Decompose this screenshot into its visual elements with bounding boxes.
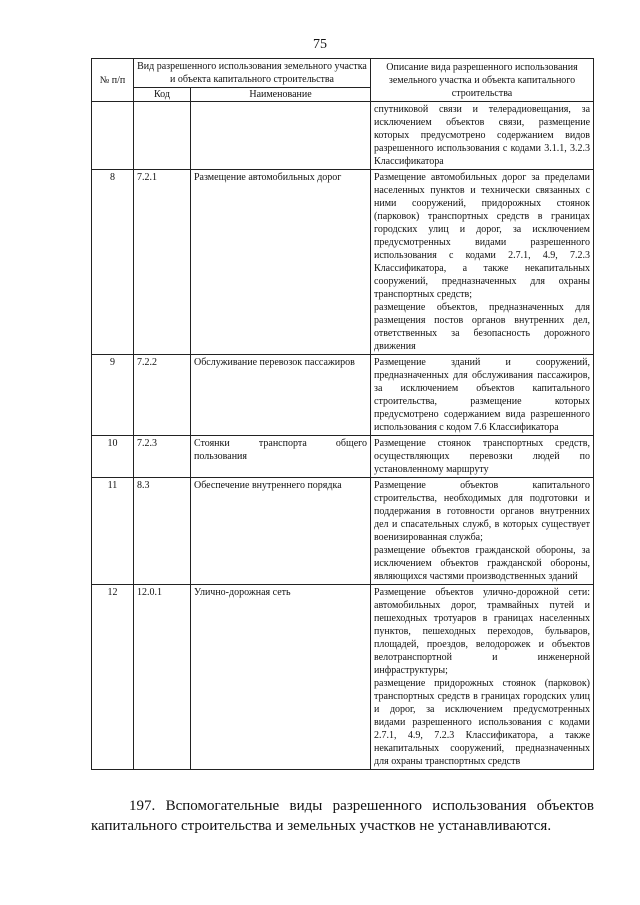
table-header-row: [92, 59, 594, 88]
header-desc: Описание вида разрешенного использования земельного участка и объекта капитального строительства: [371, 59, 594, 102]
row-code: 8.3: [134, 478, 191, 585]
table-row: [92, 170, 594, 355]
row-num: 10: [92, 436, 134, 478]
header-code: Код: [134, 88, 191, 102]
row-desc: Размещение объектов улично-дорожной сети: автомобильных дорог, трамвайных путей и пешеходных тротуаров в границах населенных пунктов, пешеходных переходов, бульваров, площадей, проездов, велодорожек и объектов велотранспортной и инженерной инфраструктуры; размещение придорожных стоянок (парковок) транспортных средств в границах городских улиц и дорог, за исключением предусмотренных видами разрешенного использования с кодами 2.7.1, 4.9, 7.2.3 Классификатора, а также некапитальных сооружений, предназначенных для охраны транспортных средств: [371, 585, 594, 770]
row-num: 8: [92, 170, 134, 355]
row-num: 12: [92, 585, 134, 770]
land-use-table: [91, 58, 594, 770]
row-name: Стоянки транспорта общего пользования: [191, 436, 371, 478]
row-name: [191, 102, 371, 170]
closing-paragraph: 197. Вспомогательные виды разрешенного использования объектов капитального строительства и земельных участков не устанавливаются.: [91, 798, 594, 834]
row-code: 7.2.3: [134, 436, 191, 478]
row-code: 7.2.2: [134, 355, 191, 436]
table-row: [92, 102, 594, 170]
header-kind: Вид разрешенного использования земельного участка и объекта капитального строительства: [134, 59, 371, 88]
row-name: Улично-дорожная сеть: [191, 585, 371, 770]
row-code: [134, 102, 191, 170]
row-desc: Размещение автомобильных дорог за пределами населенных пунктов и технически связанных с ними сооружений, придорожных стоянок (парковок) транспортных средств в границах городских улиц и дорог, за исключением предусмотренных видами разрешенного использования с кодами 2.7.1, 4.9, 7.2.3 Классификатора, а также некапитальных сооружений, предназначенных для охраны транспортных средств; размещение объектов, предназначенных для размещения постов органов внутренних дел, ответственных за безопасность дорожного движения: [371, 170, 594, 355]
row-code: 12.0.1: [134, 585, 191, 770]
row-num: 9: [92, 355, 134, 436]
table-row: [92, 355, 594, 436]
table-row: [92, 478, 594, 585]
row-desc: спутниковой связи и телерадиовещания, за исключением объектов связи, размещение которых предусмотрено содержанием видов разрешенного использования с кодами 3.1.1, 3.2.3 Классификатора: [371, 102, 594, 170]
row-num: 11: [92, 478, 134, 585]
row-desc: Размещение стоянок транспортных средств, осуществляющих перевозки людей по установленному маршруту: [371, 436, 594, 478]
table-row: [92, 585, 594, 770]
row-num: [92, 102, 134, 170]
row-code: 7.2.1: [134, 170, 191, 355]
row-desc: Размещение зданий и сооружений, предназначенных для обслуживания пассажиров, за исключением объектов капитального строительства, размещение которых предусмотрено содержанием вида разрешенного использования с кодом 7.6 Классификатора: [371, 355, 594, 436]
table-row: [92, 436, 594, 478]
row-name: Размещение автомобильных дорог: [191, 170, 371, 355]
row-name: Обеспечение внутреннего порядка: [191, 478, 371, 585]
page-number: 75: [313, 37, 327, 52]
header-name: Наименование: [191, 88, 371, 102]
row-name: Обслуживание перевозок пассажиров: [191, 355, 371, 436]
header-num: № п/п: [92, 59, 134, 102]
row-desc: Размещение объектов капитального строительства, необходимых для подготовки и поддержания в готовности органов внутренних дел и спасательных служб, в которых существует военизированная служба; размещение объектов гражданской обороны, за исключением объектов гражданской обороны, являющихся частями производственных зданий: [371, 478, 594, 585]
